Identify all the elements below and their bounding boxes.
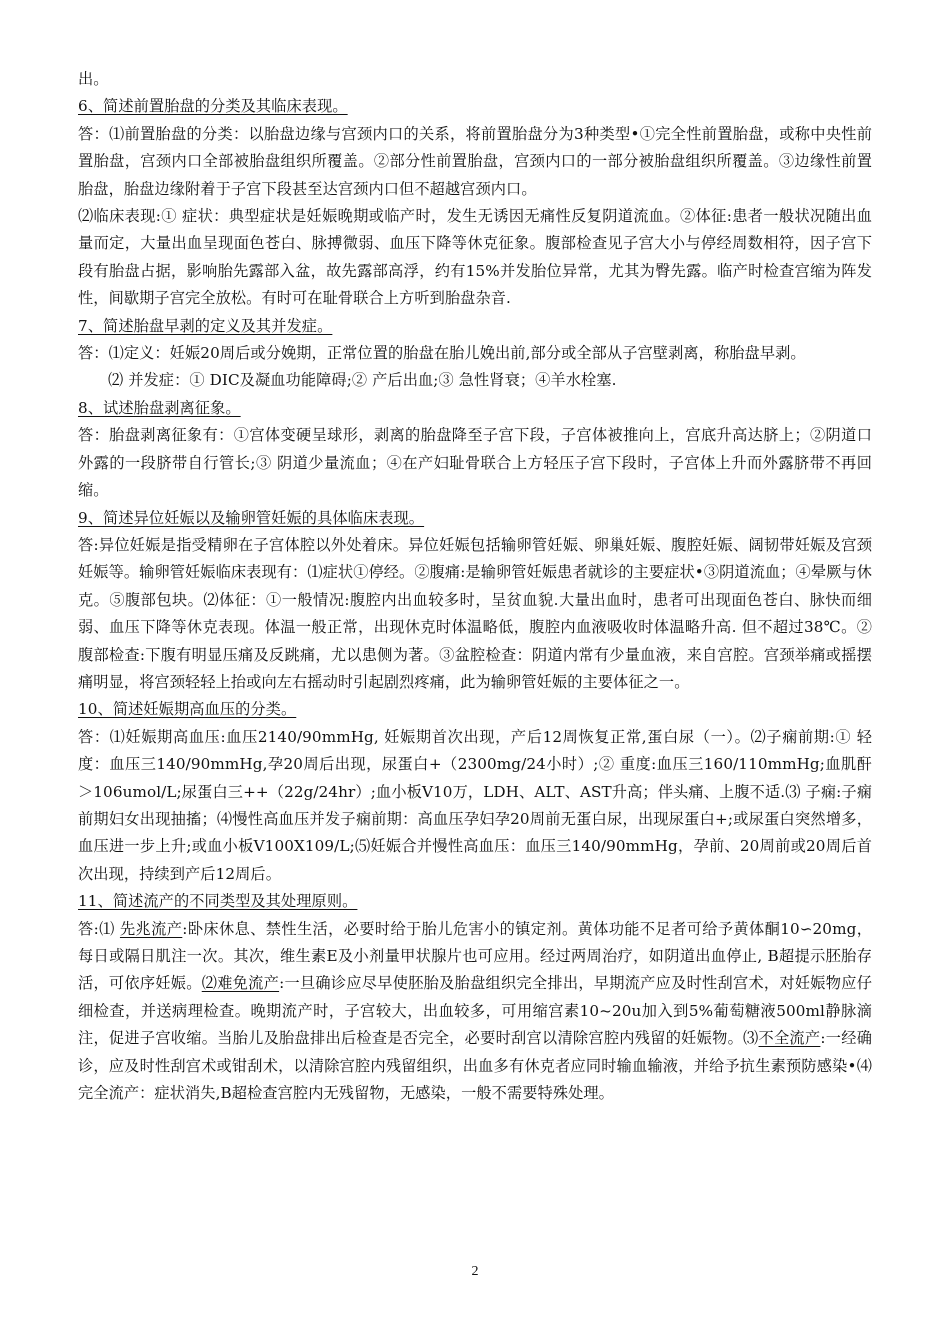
q6-answer-part1: 答：⑴前置胎盘的分类：以胎盘边缘与宫颈内口的关系，将前置胎盘分为3种类型•①完全性前置胎盘，或称中央性前置胎盘，宫颈内口全部被胎盘组织所覆盖。②部分性前置胎盘，宫颈内口的一部分被胎盘组织所覆盖。③边缘性前置胎盘，胎盘边缘附着于子宫下段甚至达宫颈内口但不超越宫颈内口。 — [78, 124, 872, 198]
q11-answer — [78, 916, 872, 1108]
incomplete-abortion-text: :一经确诊，应及时性刮宫术或钳刮术，以清除宫腔内残留组织，出血多有休克者应同时输血输液，并给予抗生素预防感染•⑷完全流产：症状消失,B超检查宫腔内无残留物，无感染，一般不需要特殊处理。 — [78, 1029, 872, 1103]
intro-text: 出。 — [78, 70, 109, 88]
q7-answer-part1: 答：⑴定义：妊娠20周后或分娩期，正常位置的胎盘在胎儿娩出前,部分或全部从子宫壁剥离，称胎盘早剥。 — [78, 344, 806, 363]
threatened-abortion-label: 先兆流产 — [119, 919, 183, 938]
q9-heading: 9、简述异位妊娠以及输卵管妊娠的具体临床表现。 — [78, 508, 425, 527]
q8-answer: 答：胎盘剥离征象有：①宫体变硬呈球形，剥离的胎盘降至子宫下段，子宫体被推向上，宫底升高达脐上；②阴道口外露的一段脐带自行管长;③ 阴道少量流血；④在产妇耻骨联合上方轻压子宫下段时，子宫体上升而外露脐带不再回缩。 — [78, 426, 872, 500]
q9-answer: 答:异位妊娠是指受精卵在子宫体腔以外处着床。异位妊娠包括输卵管妊娠、卵巢妊娠、腹腔妊娠、阔韧带妊娠及宫颈妊娠等。输卵管妊娠临床表现有：⑴症状①停经。②腹痛:是输卵管妊娠患者就诊的主要症状•③阴道流血；④晕厥与休克。⑤腹部包块。⑵体征：①一般情况:腹腔内出血较多时，呈贫血貌.大量出血时，患者可出现面色苍白、脉快而细弱、血压下降等休克表现。体温一般正常，出现休克时体温略低，腹腔内血液吸收时体温略升高. 但不超过38℃。②腹部检查:下腹有明显压痛及反跳痛，尤以患侧为著。③盆腔检查：阴道内常有少量血液，来自宫腔。宫颈举痛或摇摆痛明显，将宫颈轻轻上抬或向左右摇动时引起剧烈疼痛，此为输卵管妊娠的主要体征之一。 — [78, 535, 872, 691]
q11-heading: 11、简述流产的不同类型及其处理原则。 — [78, 892, 358, 911]
q11-answer-prefix: 答:⑴ — [78, 919, 120, 938]
q10-answer: 答：⑴妊娠期高血压:血压2140/90mmHg, 妊娠期首次出现，产后12周恢复正常,蛋白尿（一）。⑵子痫前期:① 轻度：血压三140/90mmHg,孕20周后出现，尿蛋白+（2300mg/24小时）;② 重度:血压三160/110mmHg;血肌酐＞106umol/L;尿蛋白三++（22g/24hr）;血小板V10万，LDH、ALT、AST升高；伴头痛、上腹不适.⑶ 子痫:子痫前期妇女出现抽搐；⑷慢性高血压并发子痫前期：高血压孕妇孕20周前无蛋白尿，出现尿蛋白+;或尿蛋白突然增多，血压进一步上升;或血小板V100X109/L;⑸妊娠合并慢性高血压：血压三140/90mmHg，孕前、20周前或20周后首次出现，持续到产后12周后。 — [78, 727, 872, 883]
q7-answer-part2: ⑵ 并发症：① DIC及凝血功能障碍;② 产后出血;③ 急性肾衰；④羊水栓塞. — [108, 371, 617, 390]
q8-heading: 8、试述胎盘剥离征象。 — [78, 398, 241, 417]
q7-heading: 7、简述胎盘早剥的定义及其并发症。 — [78, 316, 333, 335]
q6-answer-part2: ⑵临床表现:① 症状：典型症状是妊娠晚期或临产时，发生无诱因无痛性反复阴道流血。②体征:患者一般状况随出血量而定，大量出血呈现面色苍白、脉搏微弱、血压下降等休克征象。腹部检查见子宫大小与停经周数相符，因子宫下段有胎盘占据，影响胎先露部入盆，故先露部高浮，约有15%并发胎位异常，尤其为臀先露。临产时检查宫缩为阵发性，间歇期子宫完全放松。有时可在耻骨联合上方听到胎盘杂音. — [78, 207, 872, 308]
threatened-abortion-text: :卧床休息、禁性生活，必要时给于胎儿危害小的镇定剂。黄体功能不足者可给予黄体酮10∽20mg，每日或隔日肌注一次。其次，维生素E及小剂量甲状腺片也可应用。经过两周治疗，如阴道出血停止, B超提示胚胎存活，可依序妊娠。 — [78, 919, 872, 993]
q6-heading: 6、简述前置胎盘的分类及其临床表现。 — [78, 97, 348, 116]
inevitable-abortion-label: ⑵难免流产 — [201, 974, 280, 993]
inevitable-abortion-text: :一旦确诊应尽早使胚胎及胎盘组织完全排出，早期流产应及时性刮宫术，对妊娠物应仔细检查，并送病理检查。晚期流产时，子宫较大，出血较多，可用缩宫素10~20u加入到5%葡萄糖液500ml静脉滴注，促进子宫收缩。当胎儿及胎盘排出后检查是否完全，必要时刮宫以清除宫腔内残留的妊娠物。⑶ — [78, 974, 872, 1048]
incomplete-abortion-label: 不全流产 — [758, 1029, 821, 1048]
page-number: 2 — [471, 1264, 479, 1279]
q10-heading: 10、简述妊娠期高血压的分类。 — [78, 700, 297, 719]
